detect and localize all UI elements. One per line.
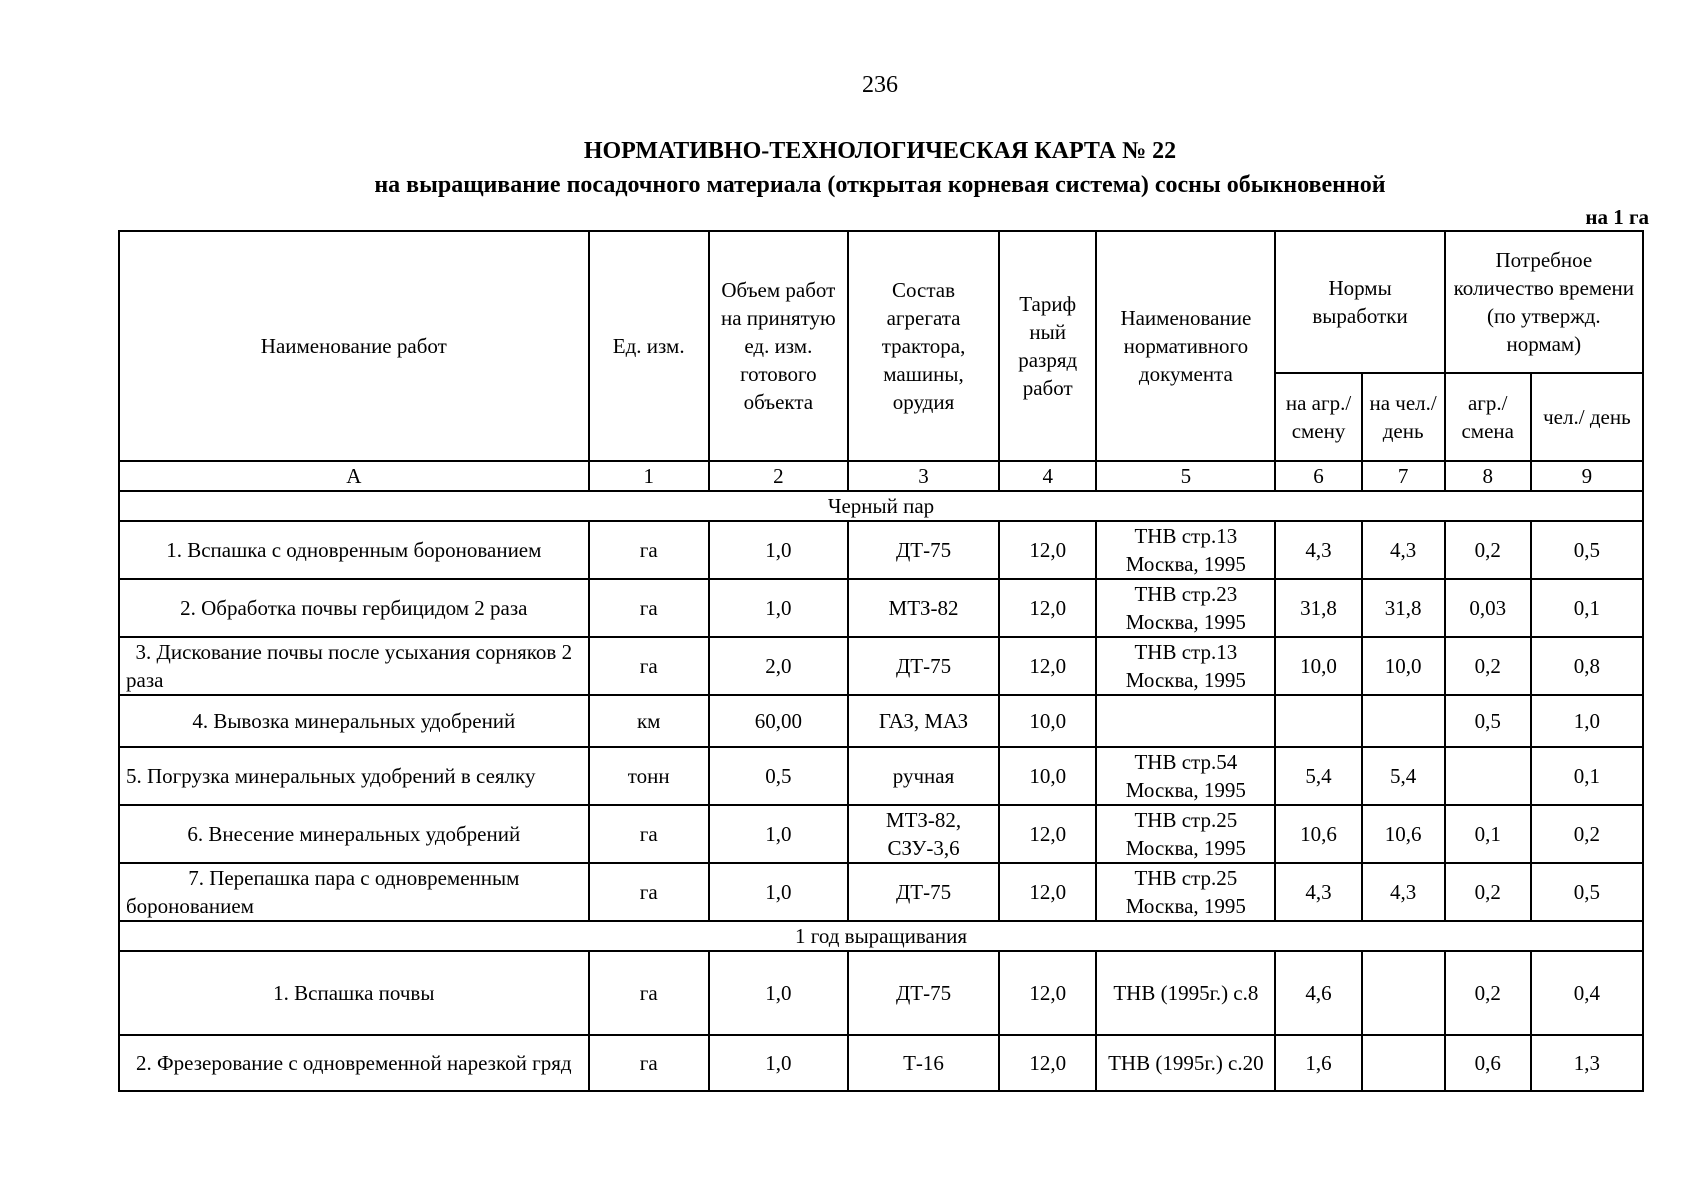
table-row (119, 695, 1643, 747)
section-header-row (119, 921, 1643, 951)
column-number: 8 (1445, 461, 1531, 491)
grade-cell: 12,0 (999, 579, 1096, 637)
time-agr-cell: 0,03 (1445, 579, 1531, 637)
header-norms-agr: на агр./ смену (1275, 373, 1361, 461)
time-person-cell: 0,1 (1531, 747, 1643, 805)
time-agr-cell: 0,5 (1445, 695, 1531, 747)
document-cell: ТНВ стр.25 Москва, 1995 (1096, 805, 1275, 863)
norm-person-cell (1362, 951, 1445, 1035)
header-work-name: Наименование работ (119, 231, 589, 461)
column-number: 9 (1531, 461, 1643, 491)
header-time: Потребное количество времени (по утвержд. нормам) (1445, 231, 1643, 373)
column-number: 6 (1275, 461, 1361, 491)
time-person-cell: 0,4 (1531, 951, 1643, 1035)
time-agr-cell: 0,2 (1445, 521, 1531, 579)
time-person-cell: 0,2 (1531, 805, 1643, 863)
norm-agr-cell: 31,8 (1275, 579, 1361, 637)
time-agr-cell: 0,2 (1445, 863, 1531, 921)
table-row (119, 747, 1643, 805)
unit-cell: га (589, 1035, 709, 1091)
table-row (119, 1035, 1643, 1091)
header-composition: Состав агрегата трактора, машины, орудия (848, 231, 999, 461)
page-number: 236 (862, 72, 898, 98)
norm-agr-cell: 4,3 (1275, 521, 1361, 579)
work-name-cell: 6. Внесение минеральных удобрений (119, 805, 589, 863)
section-header-row (119, 491, 1643, 521)
composition-cell: ДТ-75 (848, 521, 999, 579)
norm-person-cell: 10,6 (1362, 805, 1445, 863)
unit-cell: га (589, 521, 709, 579)
norm-person-cell: 10,0 (1362, 637, 1445, 695)
volume-cell: 1,0 (709, 805, 848, 863)
work-name-cell: 5. Погрузка минеральных удобрений в сеялку (119, 747, 589, 805)
grade-cell: 10,0 (999, 695, 1096, 747)
unit-cell: га (589, 579, 709, 637)
column-number: 3 (848, 461, 999, 491)
volume-cell: 0,5 (709, 747, 848, 805)
column-number: 2 (709, 461, 848, 491)
unit-cell: га (589, 863, 709, 921)
norm-person-cell: 4,3 (1362, 521, 1445, 579)
norm-agr-cell: 5,4 (1275, 747, 1361, 805)
column-number-row (119, 461, 1643, 491)
composition-cell: МТЗ-82, СЗУ-3,6 (848, 805, 999, 863)
work-name-cell: 2. Обработка почвы гербицидом 2 раза (119, 579, 589, 637)
header-grade: Тариф ный разряд работ (999, 231, 1096, 461)
norm-person-cell: 5,4 (1362, 747, 1445, 805)
header-time-agr: агр./ смена (1445, 373, 1531, 461)
document-title: НОРМАТИВНО-ТЕХНОЛОГИЧЕСКАЯ КАРТА № 22 (583, 138, 1177, 164)
volume-cell: 2,0 (709, 637, 848, 695)
volume-cell: 60,00 (709, 695, 848, 747)
table-row (119, 579, 1643, 637)
time-agr-cell (1445, 747, 1531, 805)
document-cell: ТНВ стр.23 Москва, 1995 (1096, 579, 1275, 637)
time-person-cell: 1,3 (1531, 1035, 1643, 1091)
norm-agr-cell: 10,0 (1275, 637, 1361, 695)
work-name-cell: 1. Вспашка с одновренным боронованием (119, 521, 589, 579)
document-cell: ТНВ стр.13 Москва, 1995 (1096, 521, 1275, 579)
time-person-cell: 1,0 (1531, 695, 1643, 747)
column-number: 7 (1362, 461, 1445, 491)
norm-person-cell: 4,3 (1362, 863, 1445, 921)
norm-agr-cell: 4,3 (1275, 863, 1361, 921)
composition-cell: МТЗ-82 (848, 579, 999, 637)
document-subtitle: на выращивание посадочного материала (открытая корневая система) сосны обыкновенной (374, 172, 1386, 198)
table-row (119, 805, 1643, 863)
grade-cell: 12,0 (999, 521, 1096, 579)
volume-cell: 1,0 (709, 951, 848, 1035)
unit-cell: га (589, 637, 709, 695)
composition-cell: ДТ-75 (848, 951, 999, 1035)
unit-cell: тонн (589, 747, 709, 805)
table-row (119, 521, 1643, 579)
column-number: А (119, 461, 589, 491)
column-number: 5 (1096, 461, 1275, 491)
norm-agr-cell: 1,6 (1275, 1035, 1361, 1091)
norm-person-cell (1362, 695, 1445, 747)
document-cell: ТНВ (1995г.) с.8 (1096, 951, 1275, 1035)
norm-agr-cell: 10,6 (1275, 805, 1361, 863)
work-name-cell: 3. Дискование почвы после усыхания сорняков 2 раза (119, 637, 589, 695)
section-title: Черный пар (119, 491, 1643, 521)
table-row (119, 951, 1643, 1035)
header-norms: Нормы выработки (1275, 231, 1444, 373)
time-person-cell: 0,1 (1531, 579, 1643, 637)
work-name-cell: 2. Фрезерование с одновременной нарезкой гряд (119, 1035, 589, 1091)
header-volume: Объем работ на принятую ед. изм. готового объекта (709, 231, 848, 461)
grade-cell: 12,0 (999, 951, 1096, 1035)
time-person-cell: 0,8 (1531, 637, 1643, 695)
work-name-cell: 1. Вспашка почвы (119, 951, 589, 1035)
volume-cell: 1,0 (709, 1035, 848, 1091)
document-cell: ТНВ стр.25 Москва, 1995 (1096, 863, 1275, 921)
time-agr-cell: 0,2 (1445, 637, 1531, 695)
time-person-cell: 0,5 (1531, 521, 1643, 579)
document-cell: ТНВ стр.13 Москва, 1995 (1096, 637, 1275, 695)
time-person-cell: 0,5 (1531, 863, 1643, 921)
composition-cell: Т-16 (848, 1035, 999, 1091)
composition-cell: ручная (848, 747, 999, 805)
header-unit: Ед. изм. (589, 231, 709, 461)
composition-cell: ГАЗ, МАЗ (848, 695, 999, 747)
unit-cell: га (589, 805, 709, 863)
column-number: 1 (589, 461, 709, 491)
document-cell: ТНВ (1995г.) с.20 (1096, 1035, 1275, 1091)
time-agr-cell: 0,1 (1445, 805, 1531, 863)
composition-cell: ДТ-75 (848, 863, 999, 921)
norm-agr-cell: 4,6 (1275, 951, 1361, 1035)
grade-cell: 12,0 (999, 637, 1096, 695)
norm-person-cell (1362, 1035, 1445, 1091)
header-norms-person: на чел./ день (1362, 373, 1445, 461)
document-cell: ТНВ стр.54 Москва, 1995 (1096, 747, 1275, 805)
time-agr-cell: 0,2 (1445, 951, 1531, 1035)
document-cell (1096, 695, 1275, 747)
table-row (119, 637, 1643, 695)
composition-cell: ДТ-75 (848, 637, 999, 695)
work-name-cell: 7. Перепашка пара с одновременным боронованием (119, 863, 589, 921)
grade-cell: 10,0 (999, 747, 1096, 805)
norm-person-cell: 31,8 (1362, 579, 1445, 637)
per-unit-label: на 1 га (1585, 205, 1649, 229)
norm-agr-cell (1275, 695, 1361, 747)
volume-cell: 1,0 (709, 579, 848, 637)
table-row (119, 863, 1643, 921)
grade-cell: 12,0 (999, 1035, 1096, 1091)
unit-cell: км (589, 695, 709, 747)
grade-cell: 12,0 (999, 805, 1096, 863)
time-agr-cell: 0,6 (1445, 1035, 1531, 1091)
work-name-cell: 4. Вывозка минеральных удобрений (119, 695, 589, 747)
volume-cell: 1,0 (709, 521, 848, 579)
section-title: 1 год выращивания (119, 921, 1643, 951)
column-number: 4 (999, 461, 1096, 491)
header-time-person: чел./ день (1531, 373, 1643, 461)
grade-cell: 12,0 (999, 863, 1096, 921)
header-document: Наименование нормативного документа (1096, 231, 1275, 461)
unit-cell: га (589, 951, 709, 1035)
volume-cell: 1,0 (709, 863, 848, 921)
norms-table (118, 230, 1644, 1092)
